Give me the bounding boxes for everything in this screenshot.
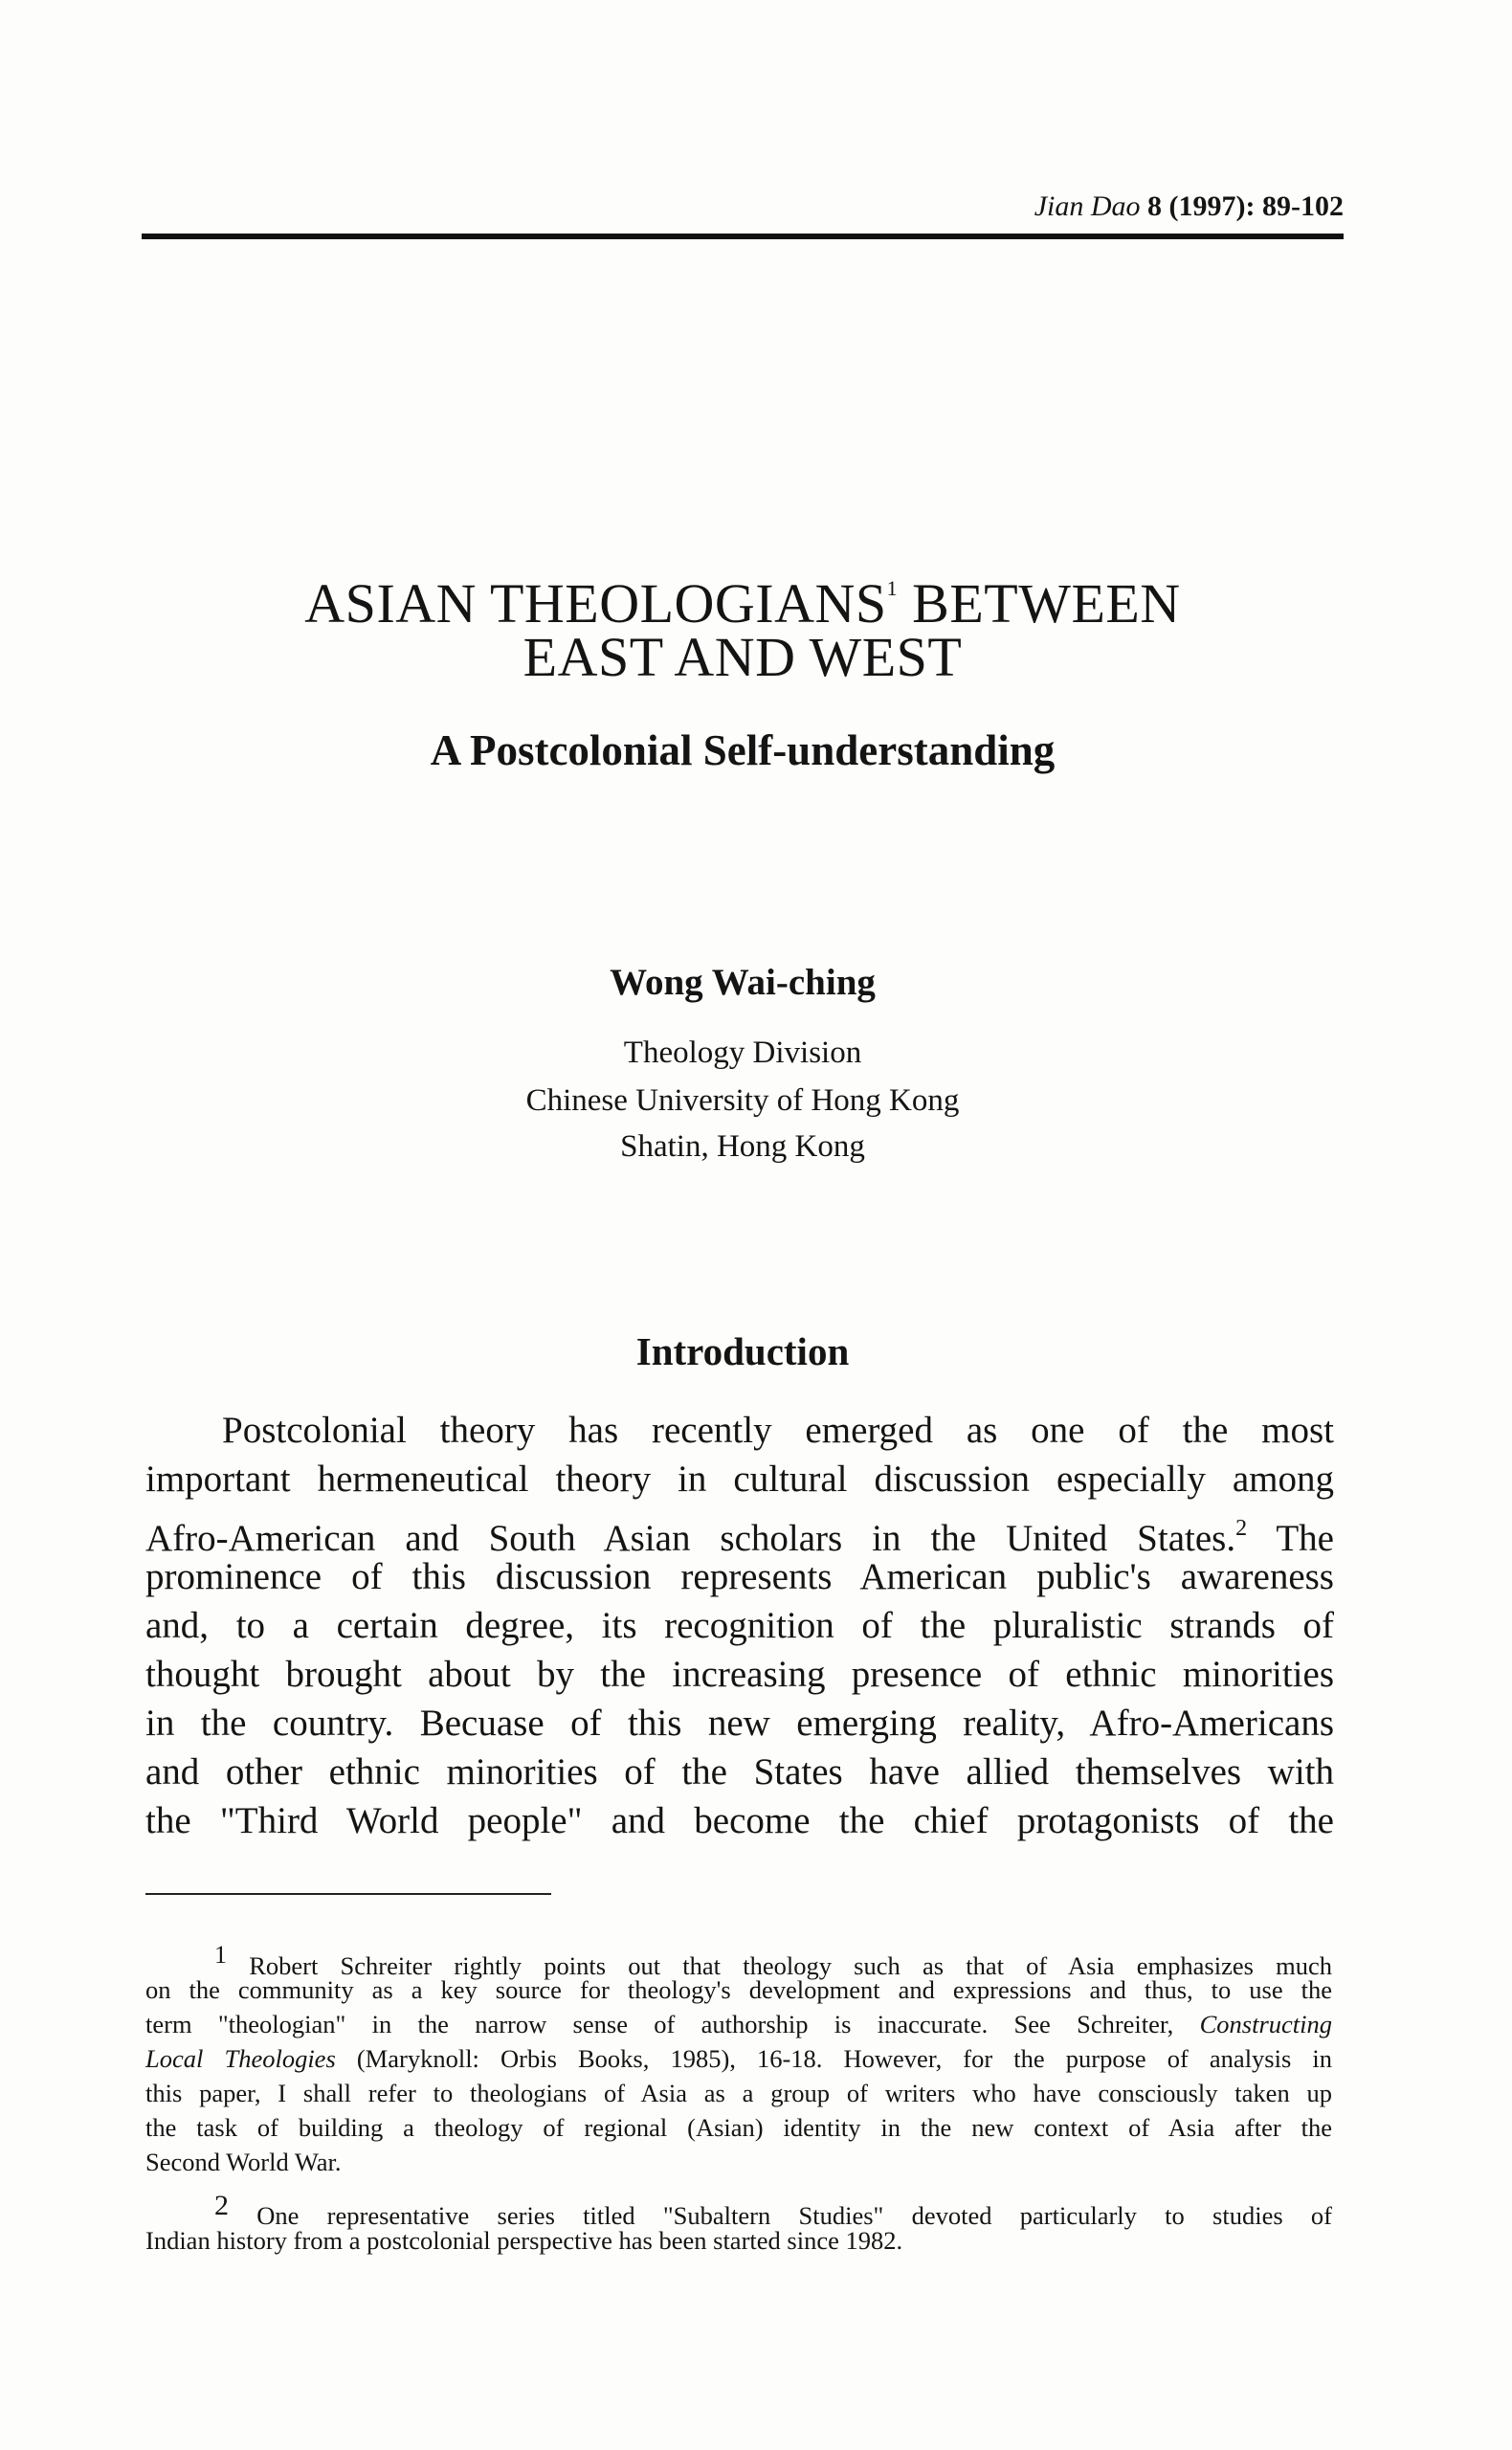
journal-citation: 8 (1997): 89-102 <box>1140 190 1344 222</box>
body-line: thought brought about by the increasing presence of ethnic minorities <box>145 1654 1334 1695</box>
title-text-a: ASIAN THEOLOGIANS <box>304 572 887 635</box>
section-heading: Introduction <box>635 1329 850 1373</box>
journal-name: Jian Dao <box>1034 190 1141 222</box>
footnote-1-line: 1 Robert Schreiter rightly points out that theology such as that of Asia emphasizes much <box>214 1941 1332 1980</box>
footnote-ref: 2 <box>1235 1516 1248 1541</box>
affiliation-line: Theology Division <box>623 1036 862 1070</box>
affiliation-line: Chinese University of Hong Kong <box>525 1083 960 1118</box>
article-subtitle: A Postcolonial Self-understanding <box>430 726 1056 774</box>
running-header <box>142 188 1344 226</box>
footnote-1-line: term "theologian" in the narrow sense of authorship is inaccurate. See Schreiter, Constructing <box>145 2010 1332 2038</box>
footnote-number: 2 <box>214 2190 229 2221</box>
footnote-1-line: on the community as a key source for theology's development and expressions and thus, to use the <box>145 1975 1332 2004</box>
affiliation-line: Shatin, Hong Kong <box>620 1129 865 1164</box>
footnote-1-line: the task of building a theology of regional (Asian) identity in the new context of Asia after the <box>145 2113 1332 2142</box>
title-footnote-ref: 1 <box>886 576 899 600</box>
footnote-separator <box>145 1893 551 1895</box>
body-line: in the country. Becuase of this new emerging reality, Afro-Americans <box>145 1703 1334 1744</box>
body-line: prominence of this discussion represents American public's awareness <box>145 1556 1334 1597</box>
body-line: Afro-American and South Asian scholars in the United States.$^2$ The <box>145 1516 1334 1559</box>
footnote-1-line: this paper, I shall refer to theologians of Asia as a group of writers who have consciously taken up <box>145 2079 1332 2107</box>
body-line: Postcolonial theory has recently emerged as one of the most <box>222 1410 1334 1451</box>
article-title-line-2: EAST AND WEST <box>523 626 963 688</box>
body-line: and, to a certain degree, its recognition of the pluralistic strands of <box>145 1605 1334 1646</box>
body-line: the "Third World people" and become the chief protagonists of the <box>145 1800 1334 1841</box>
body-line: and other ethnic minorities of the States have allied themselves with <box>145 1751 1334 1793</box>
footnote-1-line: Second World War. <box>145 2148 342 2176</box>
header-rule <box>142 234 1344 239</box>
author-name: Wong Wai-ching <box>610 962 876 1003</box>
book-title: Local Theologies <box>145 2044 336 2073</box>
footnote-2-line: 2 One representative series titled "Subaltern Studies" devoted particularly to studies of <box>214 2190 1332 2230</box>
footnote-number: 1 <box>214 1941 227 1969</box>
book-title: Constructing <box>1199 2010 1332 2038</box>
body-line: important hermeneutical theory in cultural discussion especially among <box>145 1459 1334 1500</box>
title-text-b: BETWEEN <box>898 572 1181 635</box>
footnote-2-line: Indian history from a postcolonial perspective has been started since 1982. <box>145 2226 903 2255</box>
footnote-1-line: Local Theologies (Maryknoll: Orbis Books, 1985), 16-18. However, for the purpose of analysis in <box>145 2044 1332 2073</box>
